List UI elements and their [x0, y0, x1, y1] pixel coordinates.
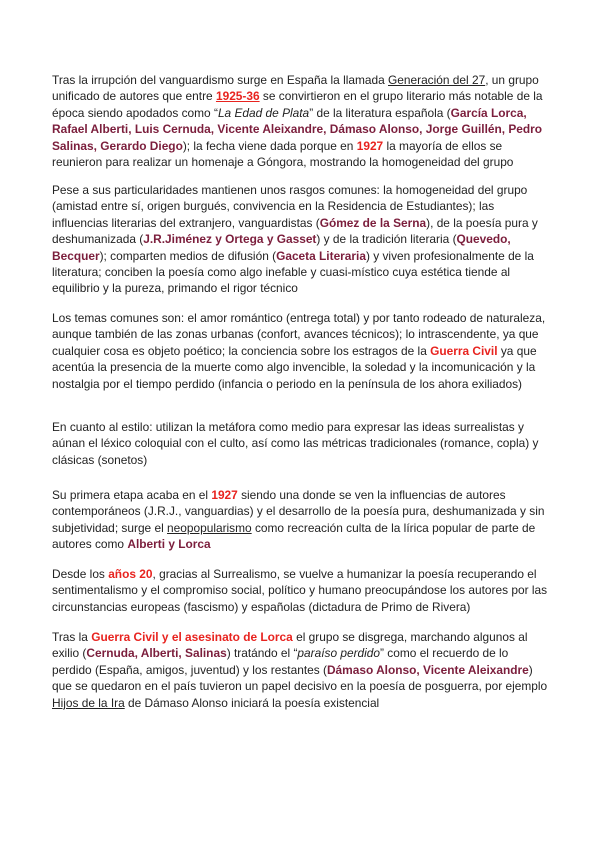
text-run: y la	[513, 360, 536, 375]
text-run: neopopularismo	[167, 520, 252, 535]
text-run: la mayoría de ellos se reunieron para realizar un	[52, 138, 503, 170]
text-run: (	[312, 215, 320, 230]
text-run: rigor técnico	[233, 281, 298, 296]
text-run: compromiso social, político y humano	[163, 583, 362, 598]
paragraph-generacion-27	[52, 72, 551, 170]
text-run: de autores	[446, 488, 506, 502]
text-run: extranjero	[178, 215, 232, 230]
text-run: En cuanto al	[52, 420, 122, 434]
text-run: vanguardistas	[238, 215, 313, 230]
text-run: unificado	[52, 89, 100, 104]
text-run: ) y de la	[316, 232, 363, 247]
text-run: rasgos comunes	[289, 183, 377, 197]
text-run: (	[268, 248, 277, 263]
text-run: del grupo	[460, 155, 514, 170]
text-run: tradición literaria	[362, 232, 450, 247]
text-run: invencible	[292, 360, 346, 375]
text-run: del grupo (	[52, 183, 528, 214]
text-run: Hijos de la Ira	[52, 695, 125, 710]
text-run: amistad entre sí, origen burgués, convivencia en la Residencia de Estudiantes	[55, 199, 469, 214]
text-run: y la	[406, 360, 432, 375]
text-run: se quedaron	[75, 679, 142, 694]
text-run: naturaleza	[486, 311, 542, 325]
text-run: papel decisivo	[261, 679, 337, 694]
text-run: ” como el recuerdo de	[380, 646, 500, 661]
text-run: siendo una donde se ven la	[237, 488, 390, 502]
text-run: homenaje a Góngora	[191, 155, 304, 170]
text-run: cualquier cosa	[52, 343, 129, 358]
text-run: preocupándose los autores por las	[361, 583, 548, 598]
text-run: es	[128, 343, 148, 358]
paragraph-rasgos-comunes	[52, 182, 551, 297]
text-run: , la	[345, 360, 365, 375]
text-run: tradicionales	[369, 436, 437, 451]
text-run: viven profesionalmente	[382, 248, 505, 263]
text-run: (infancia o periodo en la península de los ahora exiliados)	[214, 376, 523, 391]
text-run: en la	[336, 679, 370, 694]
text-run: ,	[231, 215, 239, 230]
text-run: el grupo se	[292, 630, 359, 644]
text-run: medios de difusión	[169, 248, 269, 263]
text-run: en el país tuvieron un	[141, 679, 262, 694]
text-run: equilibrio y la pureza	[52, 281, 162, 296]
text-run: temas	[74, 311, 107, 325]
text-run: poesía de posguerra	[369, 679, 479, 694]
text-run: de parte de autores como	[52, 520, 536, 552]
text-run: y aúnan el léxico	[52, 420, 524, 451]
text-run: circunstancias europeas	[52, 599, 181, 614]
text-run: grupo literario más notable	[372, 89, 514, 104]
text-run: ) y	[365, 248, 383, 263]
text-run: poesía existencial	[284, 695, 380, 710]
text-run: de autores que entre	[99, 89, 216, 104]
text-run: ) que	[52, 662, 533, 694]
text-run: paraíso perdido	[297, 646, 381, 661]
paragraph-temas	[52, 310, 551, 392]
text-run: (sonetos)	[94, 452, 148, 467]
text-run: se convirtieron en el	[259, 89, 373, 104]
text-run: ); comparten	[99, 248, 170, 263]
text-run: Dámaso Alonso	[144, 695, 228, 710]
text-run: ya que acentúa la presencia de la	[52, 343, 537, 375]
text-run: , gracias al	[152, 567, 214, 581]
text-run: (confort, avances técnicos); lo	[253, 327, 419, 342]
text-run: ); las	[468, 199, 495, 214]
text-run: influencias	[52, 215, 109, 230]
text-run: Desde los	[52, 567, 109, 581]
text-run: Guerra Civil y el asesinato de Lorca	[91, 630, 293, 644]
text-run: : la	[376, 183, 396, 197]
text-run: contemporáneos	[52, 504, 141, 519]
text-run: , se vuelve a	[276, 567, 347, 581]
text-run: ideas surrealistas	[422, 420, 515, 434]
text-run: ) tratándo el “	[226, 646, 298, 661]
text-run: intrascendente	[418, 327, 497, 342]
text-run: de la época siendo apodados como “	[52, 89, 543, 120]
text-run: , primando el	[161, 281, 234, 296]
text-run: coloquial	[134, 436, 182, 451]
text-run: (romance, copla) y	[436, 436, 539, 451]
text-run: recreación culta de la lírica popular	[287, 520, 472, 535]
text-run: , así como las métricas	[245, 436, 370, 451]
text-run: poesía pura	[363, 504, 427, 519]
text-run: y	[307, 265, 320, 280]
text-run: como	[251, 520, 288, 535]
text-run: de	[124, 695, 145, 710]
text-run: como medio para expresar las	[255, 420, 423, 434]
text-run: J.R.Jiménez y Ortega y Gasset	[143, 232, 317, 247]
text-run: (	[79, 646, 87, 661]
text-run: , aunque también de las	[52, 311, 546, 342]
text-run: (fascismo) y	[180, 599, 251, 614]
text-run: humanizar la poesía	[346, 567, 454, 581]
text-run: ; surge el	[114, 520, 168, 535]
text-run: (J.R.J., vanguardias) y el desarrollo de la	[140, 504, 364, 519]
text-run: (	[135, 232, 144, 247]
text-run: Tras la irrupción del vanguardismo surge en	[52, 73, 287, 87]
text-run: literarias del	[108, 215, 179, 230]
text-run: Cernuda, Alberti, Salinas	[86, 646, 227, 661]
text-run: : utilizan la	[149, 420, 209, 434]
text-run: años 20	[108, 567, 153, 581]
text-run: muerte	[194, 360, 232, 375]
text-run: 1927	[211, 488, 238, 502]
text-run: sin subjetividad	[52, 504, 545, 535]
text-run: Gómez de la Serna	[319, 215, 427, 230]
paragraph-estilo	[52, 419, 551, 468]
text-run: culto	[219, 436, 246, 451]
text-run: y	[516, 504, 530, 519]
text-run: amor romántico	[200, 311, 283, 325]
text-run: objeto poético	[147, 343, 222, 358]
text-run: Quevedo, Becquer	[52, 232, 511, 263]
text-run: incomunicación	[431, 360, 514, 375]
text-run: primera etapa	[69, 488, 144, 502]
text-run: sentimentalismo	[52, 583, 138, 598]
text-run: ” de la literatura española (	[309, 105, 451, 120]
text-run: Generación del 27	[388, 73, 486, 87]
text-run: ); la fecha viene dada porque en	[182, 138, 357, 153]
text-run: iniciará la	[227, 695, 285, 710]
text-run: 1927	[356, 138, 384, 153]
text-run: clásicas	[52, 452, 95, 467]
text-run: (dictadura de Primo de Rivera)	[305, 599, 471, 614]
text-run: (	[449, 232, 457, 247]
text-run: nostalgia	[52, 376, 100, 391]
text-run: homogeneidad	[381, 155, 461, 170]
text-run: ,	[426, 504, 433, 519]
text-run: disgrega	[358, 630, 404, 644]
paragraph-primera-etapa	[52, 487, 551, 553]
text-run: , mostrando la	[303, 155, 382, 170]
text-run: influencias	[389, 488, 447, 502]
text-run: (entrega total) y por tanto rodeado de	[282, 311, 487, 325]
text-run: García Lorca, Rafael Alberti, Luis Cernuda, Vicente Aleixandre, Dámaso Alonso, Jorge Guillén, Pedro Salinas, Gerardo Diego	[52, 105, 543, 153]
paragraph-anos-20	[52, 566, 551, 615]
text-run: acaba en el	[143, 488, 212, 502]
text-run: Dámaso Alonso, Vicente Aleixandre	[326, 662, 529, 677]
text-run: , por ejemplo	[478, 679, 548, 694]
paragraph-posguerra	[52, 629, 551, 711]
text-run: y el	[137, 583, 164, 598]
text-run: inefable	[265, 265, 308, 280]
text-run: lo perdido	[52, 646, 509, 677]
text-run: estilo	[121, 420, 150, 434]
text-run: españolas	[250, 599, 306, 614]
text-run: , marchando algunos al	[403, 630, 528, 644]
text-run: zonas urbanas	[175, 327, 254, 342]
text-run: poesía pura y deshumanizada	[52, 215, 538, 247]
text-run: cuya estética tiende al	[389, 265, 511, 280]
text-run: ; la	[221, 343, 242, 358]
text-run: de la literatura; conciben la poesía como algo	[52, 248, 534, 280]
text-run: comunes son: el	[106, 311, 201, 325]
text-run: Tras la	[52, 630, 92, 644]
text-run: (España, amigos, juventud) y los restantes (	[91, 662, 327, 677]
text-run: homogeneidad	[395, 183, 475, 197]
text-run: exilio	[52, 646, 80, 661]
text-run: Los	[52, 311, 75, 325]
text-run: La Edad de Plata	[217, 105, 310, 120]
text-run: con el	[181, 436, 220, 451]
text-run: 1925-36	[215, 89, 260, 104]
text-run: conciencia	[241, 343, 298, 358]
text-run: la llamada	[327, 73, 389, 87]
text-run: soledad	[364, 360, 407, 375]
text-run: , ya que	[496, 327, 539, 342]
text-run: cuasi-místico	[319, 265, 390, 280]
text-run: Gaceta Literaria	[276, 248, 366, 263]
text-run: como algo	[231, 360, 293, 375]
text-run: Surrealismo	[213, 567, 277, 581]
text-run: España	[286, 73, 328, 87]
text-run: Su	[52, 488, 70, 502]
text-run: deshumanizada	[432, 504, 517, 519]
text-run: Alberti y Lorca	[127, 537, 211, 552]
text-run: tiempo perdido	[135, 376, 215, 391]
text-run: Guerra Civil	[430, 343, 498, 358]
text-run: ), de la	[426, 215, 466, 230]
text-run: recuperando el	[453, 567, 537, 581]
text-run: por el	[99, 376, 136, 391]
text-run: metáfora	[208, 420, 256, 434]
text-run: Pese a sus particularidades mantienen unos	[52, 183, 290, 197]
text-run: sobre los estragos de la	[297, 343, 431, 358]
text-run: , un grupo	[485, 73, 539, 87]
